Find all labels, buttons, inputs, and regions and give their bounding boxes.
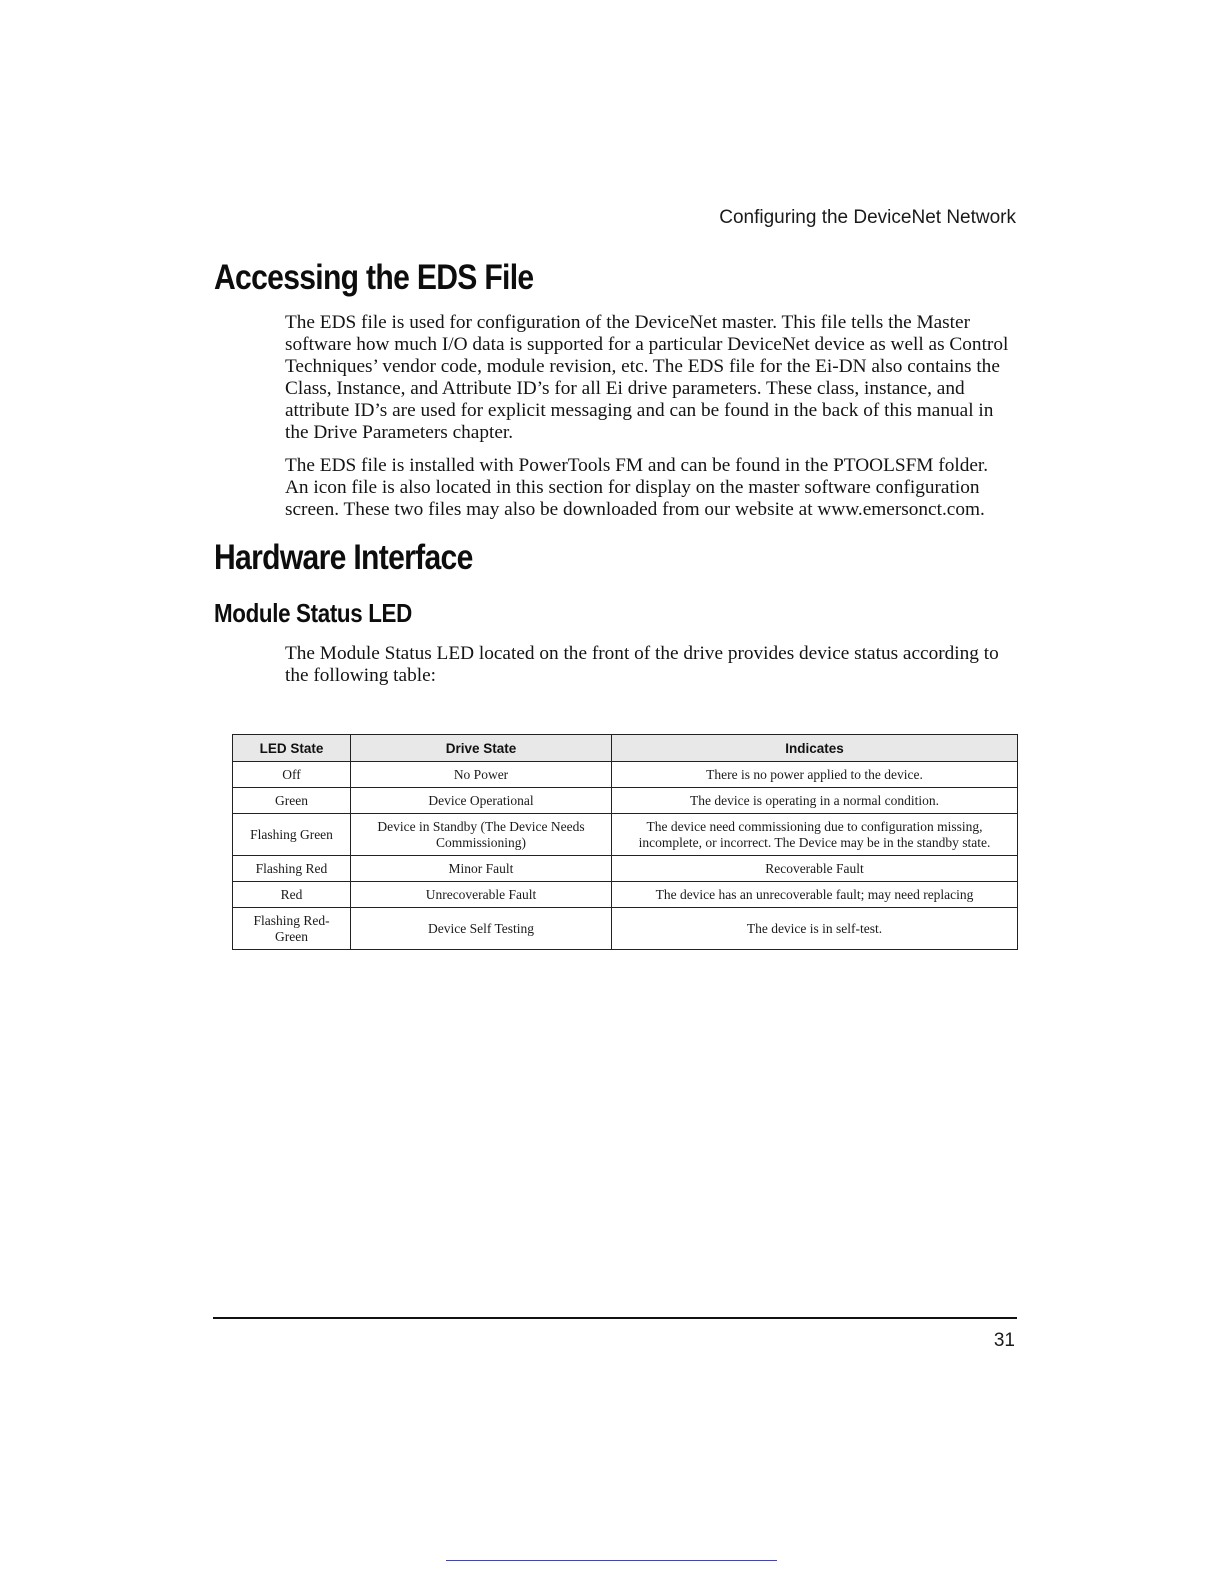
cell-indicates: The device need commissioning due to configuration missing, incomplete, or incorrect. The Device may be in the standby state. (612, 814, 1018, 856)
column-header-indicates: Indicates (612, 735, 1018, 762)
cell-drive-state: Device Self Testing (351, 908, 612, 950)
table-row (233, 788, 1018, 814)
table-row (233, 908, 1018, 950)
table-row (233, 762, 1018, 788)
cell-led-state: Flashing Green (233, 814, 351, 856)
section-heading-eds-file: Accessing the EDS File (214, 258, 534, 297)
table-row (233, 856, 1018, 882)
cell-led-state: Flashing Red-Green (233, 908, 351, 950)
cell-indicates: The device has an unrecoverable fault; may need replacing (612, 882, 1018, 908)
module-status-body (285, 643, 1015, 698)
table-row (233, 882, 1018, 908)
page-number: 31 (993, 1330, 1015, 1351)
led-status-table (232, 734, 1018, 950)
cell-drive-state: Device Operational (351, 788, 612, 814)
eds-paragraph-2: The EDS file is installed with PowerTools FM and can be found in the PTOOLSFM folder. An icon file is also located in this section for display on the master software configuration screen. These two files may also be downloaded from our website at www.emersonct.com. (285, 455, 989, 520)
section-heading-hardware-interface: Hardware Interface (214, 538, 473, 577)
cell-led-state: Flashing Red (233, 856, 351, 882)
cell-indicates: The device is in self-test. (612, 908, 1018, 950)
cell-indicates: There is no power applied to the device. (612, 762, 1018, 788)
subsection-heading-module-status-led: Module Status LED (214, 598, 412, 628)
bottom-link-underline (446, 1560, 777, 1561)
eds-body (285, 312, 1015, 532)
table-header-row (233, 735, 1018, 762)
eds-paragraph-1: The EDS file is used for configuration of the DeviceNet master. This file tells the Master software how much I/O data is supported for a particular DeviceNet device as well as Control Techniques’ vendor code, module revision, etc. The EDS file for the Ei-DN also contains the Class, Instance, and Attribute ID’s for all Ei drive parameters. These class, instance, and attribute ID’s are used for explicit messaging and can be found in the back of this manual in the Drive Parameters chapter. (285, 312, 1009, 443)
footer-divider (213, 1317, 1017, 1319)
running-header: Configuring the DeviceNet Network (719, 207, 1016, 228)
cell-indicates: The device is operating in a normal condition. (612, 788, 1018, 814)
cell-drive-state: Device in Standby (The Device Needs Commissioning) (351, 814, 612, 856)
column-header-led-state: LED State (233, 735, 351, 762)
cell-led-state: Off (233, 762, 351, 788)
cell-drive-state: No Power (351, 762, 612, 788)
table-row (233, 814, 1018, 856)
cell-drive-state: Minor Fault (351, 856, 612, 882)
column-header-drive-state: Drive State (351, 735, 612, 762)
cell-drive-state: Unrecoverable Fault (351, 882, 612, 908)
cell-led-state: Red (233, 882, 351, 908)
module-status-paragraph: The Module Status LED located on the front of the drive provides device status according to the following table: (285, 643, 999, 686)
cell-indicates: Recoverable Fault (612, 856, 1018, 882)
cell-led-state: Green (233, 788, 351, 814)
